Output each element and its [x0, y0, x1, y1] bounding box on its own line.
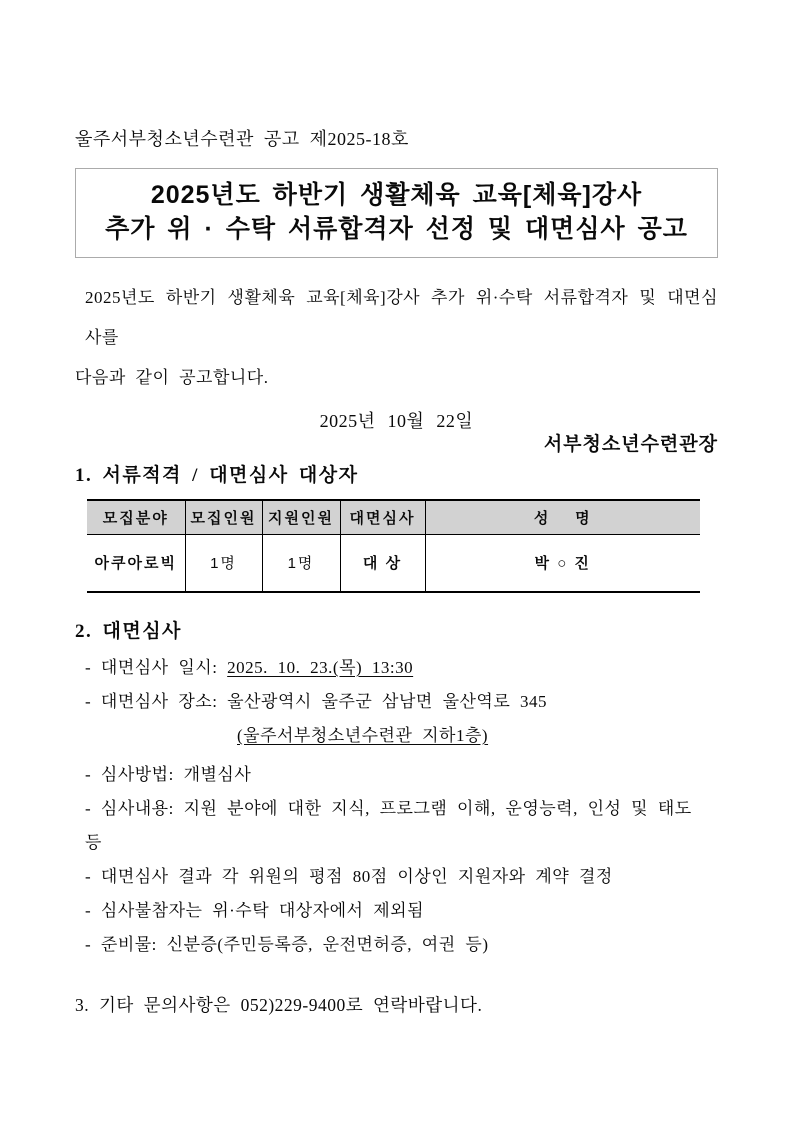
section-2-items: [75, 651, 718, 962]
col-header-recruit-count: 모집인원: [185, 500, 262, 534]
col-header-applicant-count: 지원인원: [262, 500, 340, 534]
table-row: [87, 534, 700, 592]
section-1-heading: 1. 서류적격 / 대면심사 대상자: [75, 465, 359, 486]
col-header-field: 모집분야: [87, 500, 185, 534]
signer-title: 서부청소년수련관장: [543, 434, 718, 455]
intro-line-1: 2025년도 하반기 생활체육 교육[체육]강사 추가 위·수탁 서류합격자 및 대면심사를: [85, 288, 718, 347]
doc-number: 울주서부청소년수련관 공고 제2025-18호: [75, 129, 409, 149]
item-interview-place-label: - 대면심사 장소:: [85, 692, 218, 711]
col-header-interview: 대면심사: [340, 500, 425, 534]
item-review-content: - 심사내용: 지원 분야에 대한 지식, 프로그램 이해, 운영능력, 인성 및 태도 등: [85, 799, 692, 852]
cell-recruit-count: 1명: [185, 534, 262, 592]
item-interview-place-value: 울산광역시 울주군 삼남면 울산역로 345: [227, 692, 548, 711]
applicant-table: [87, 499, 700, 593]
section-2-heading: 2. 대면심사: [75, 621, 182, 642]
item-interview-datetime-value: 2025. 10. 23.(목) 13:30: [227, 658, 414, 677]
cell-field: 아쿠아로빅: [87, 534, 185, 592]
item-interview-place: [85, 685, 718, 719]
item-result-criteria: - 대면심사 결과 각 위원의 평점 80점 이상인 지원자와 계약 결정: [85, 867, 613, 886]
item-interview-datetime-label: - 대면심사 일시:: [85, 658, 218, 677]
item-interview-place-sub: (울주서부청소년수련관 지하1층): [237, 726, 489, 745]
title-box: [75, 168, 718, 258]
cell-name: 박 ○ 진: [425, 534, 700, 592]
title-line-2: 추가 위 · 수탁 서류합격자 선정 및 대면심사 공고: [105, 215, 688, 243]
table-header-row: [87, 500, 700, 534]
intro-paragraph: [75, 278, 718, 398]
cell-interview: 대 상: [340, 534, 425, 592]
section-3-note: 3. 기타 문의사항은 052)229-9400로 연락바랍니다.: [75, 995, 483, 1015]
item-interview-datetime: [85, 651, 718, 685]
intro-line-2: 다음과 같이 공고합니다.: [75, 368, 269, 387]
title-line-1: 2025년도 하반기 생활체육 교육[체육]강사: [150, 181, 643, 209]
cell-applicant-count: 1명: [262, 534, 340, 592]
item-absence-notice: - 심사불참자는 위·수탁 대상자에서 제외됨: [85, 901, 424, 920]
announcement-date: 2025년 10월 22일: [319, 411, 474, 431]
item-review-method: - 심사방법: 개별심사: [85, 765, 252, 784]
col-header-name: 성 명: [425, 500, 700, 534]
item-preparation: - 준비물: 신분증(주민등록증, 운전면허증, 여권 등): [85, 935, 489, 954]
